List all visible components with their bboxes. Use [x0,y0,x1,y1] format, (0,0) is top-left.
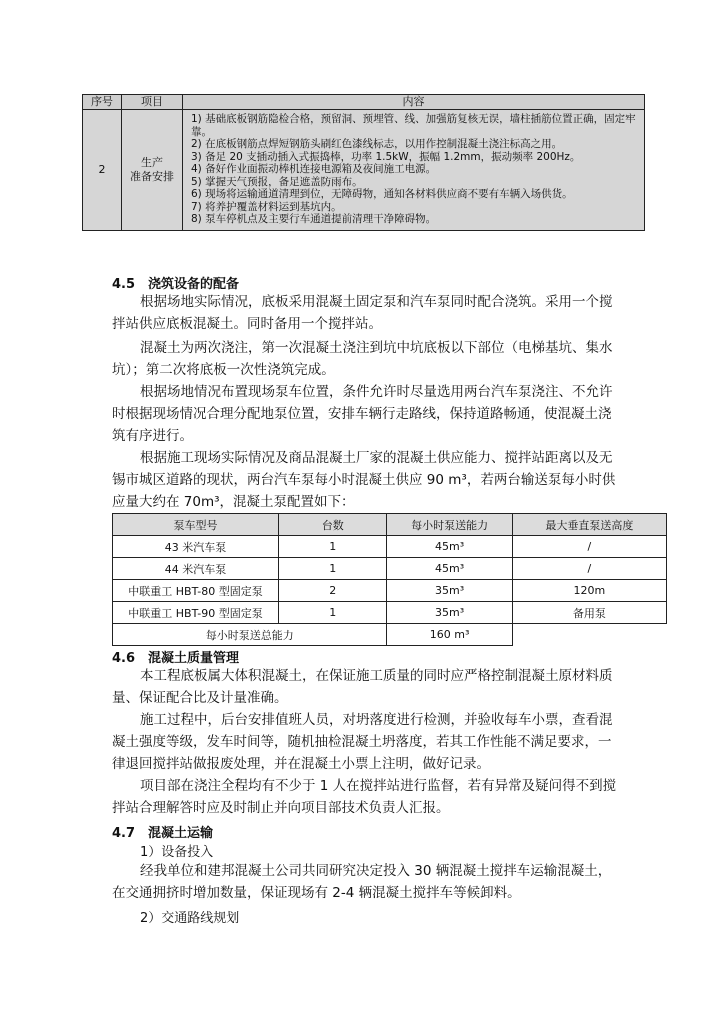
cell: / [512,536,666,558]
cell: 备用泵 [512,602,666,624]
paragraph: 根据场地情况布置现场泵车位置，条件允许时尽量选用两台汽车泵浇注、不允许时根据现场情况合理分配地泵位置，安排车辆行走路线，保持道路畅通，使混凝土浇筑有序进行。 [112,384,613,444]
header-number: 序号 [83,95,122,110]
empty-cell [512,624,666,646]
cell: 中联重工 HBT-80 型固定泵 [113,580,279,602]
preparation-table [82,94,645,231]
cell: 2 [279,580,387,602]
section-number: 4.5 [112,277,136,292]
table-header-row [83,95,645,110]
section-4-5-heading [112,273,239,292]
section-title: 混凝土运输 [148,826,214,841]
table-row [113,558,667,580]
content-line: 7) 将养护覆盖材料运到基坑内。 [191,200,342,213]
table-row [83,110,645,231]
paragraph: 施工过程中，后台安排值班人员，对坍落度进行检测，并验收每车小票，查看混凝土强度等级，发车时间等，随机抽检混凝土坍落度，若其工作性能不满足要求，一律退回搅拌站做报废处理，并在混凝土小票上注明，做好记录。 [112,712,613,772]
header-content: 内容 [183,95,645,110]
cell: 45m³ [387,558,512,580]
paragraph: 经我单位和建邦混凝土公司共同研究决定投入 30 辆混凝土搅拌车运输混凝土，在交通拥挤时增加数量，保证现场有 2-4 辆混凝土搅拌车等候卸料。 [112,863,612,901]
header-max-height: 最大垂直泵送高度 [512,514,666,536]
content-line: 3) 备足 20 支插动插入式振捣棒，功率 1.5kW，振幅 1.2mm，振动频率 200Hz。 [191,150,581,163]
section-4-7-heading [112,822,213,841]
paragraph: 混凝土为两次浇注，第一次混凝土浇注到坑中坑底板以下部位（电梯基坑、集水坑）；第二次将底板一次性浇筑完成。 [112,340,613,378]
paragraph: 根据场地实际情况，底板采用混凝土固定泵和汽车泵同时配合浇筑。采用一个搅拌站供应底板混凝土。同时备用一个搅拌站。 [112,294,613,332]
header-capacity: 每小时泵送能力 [387,514,512,536]
cell: 1 [279,558,387,580]
header-quantity: 台数 [279,514,387,536]
paragraph: 本工程底板属大体积混凝土，在保证施工质量的同时应严格控制混凝土原材料质量、保证配合比及计量准确。 [112,668,613,706]
row-number: 2 [83,110,122,231]
cell: 1 [279,536,387,558]
section-title: 混凝土质量管理 [148,651,240,666]
section-title: 浇筑设备的配备 [148,277,240,292]
subheading: 2）交通路线规划 [140,911,240,926]
row-item-line1: 生产 [141,155,163,169]
table-row [113,536,667,558]
cell: 1 [279,602,387,624]
section-4-6-heading [112,647,239,666]
paragraph: 项目部在浇注全程均有不少于 1 人在搅拌站进行监督，若有异常及疑问得不到搅拌站合理解答时应及时制止并向项目部技术负责人汇报。 [112,778,617,816]
subheading: 1）设备投入 [140,845,214,860]
section-number: 4.6 [112,651,136,666]
table-row [113,580,667,602]
cell: 120m [512,580,666,602]
table-header-row [113,514,667,536]
paragraph: 根据施工现场实际情况及商品混凝土厂家的混凝土供应能力、搅拌站距离以及无锡市城区道路的现状，两台汽车泵每小时混凝土供应 90 m³，若两台输送泵每小时供应量大约在 70m³，混凝土泵配置如下： [112,450,616,510]
cell: 35m³ [387,602,512,624]
content-line: 8) 泵车停机点及主要行车通道提前清理干净障碍物。 [191,213,437,225]
content-line: 4) 备好作业面振动棒机连接电源箱及夜间施工电源。 [191,163,437,175]
pump-config-table [112,513,667,646]
total-label: 每小时泵送总能力 [113,624,387,646]
row-item [122,110,183,231]
cell: 43 米汽车泵 [113,536,279,558]
content-line: 1) 基础底板钢筋隐检合格，预留洞、预埋管、线、加强筋复核无误，墙柱插筋位置正确，固定牢靠。 [191,113,636,138]
header-item: 项目 [122,95,183,110]
cell: / [512,558,666,580]
content-line: 5) 掌握天气预报，备足遮盖防雨布。 [191,175,363,188]
header-pump-model: 泵车型号 [113,514,279,536]
table-total-row [113,624,667,646]
total-value: 160 m³ [387,624,512,646]
cell: 中联重工 HBT-90 型固定泵 [113,602,279,624]
content-line: 6) 现场将运输通道清理到位，无障碍物，通知各材料供应商不要有车辆入场供货。 [191,188,573,200]
content-line: 2) 在底板钢筋点焊短钢筋头刷红色漆线标志，以用作控制混凝土浇注标高之用。 [191,138,563,150]
cell: 45m³ [387,536,512,558]
cell: 35m³ [387,580,512,602]
cell: 44 米汽车泵 [113,558,279,580]
table-row [113,602,667,624]
section-number: 4.7 [112,826,136,841]
row-item-line2: 准备安排 [130,169,174,183]
row-content [183,110,645,231]
